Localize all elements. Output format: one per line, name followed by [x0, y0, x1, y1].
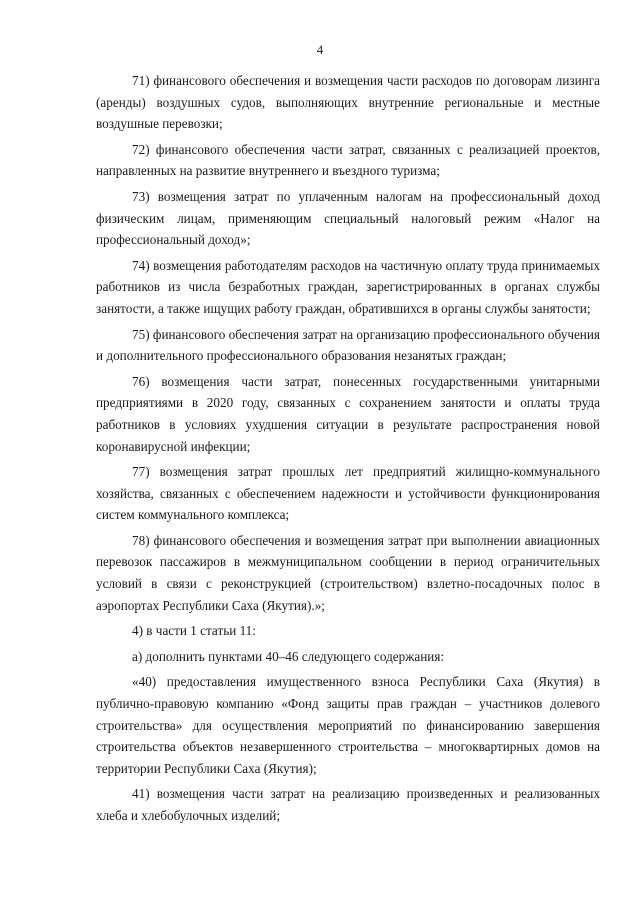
paragraph-item-77: 77) возмещения затрат прошлых лет предприятий жилищно-коммунального хозяйства, связанных с обеспечением надежности и устойчивости функционирования систем коммунального комплекса;	[96, 464, 600, 523]
paragraph-item-41: 41) возмещения части затрат на реализацию произведенных и реализованных хлеба и хлебобулочных изделий;	[96, 786, 600, 823]
paragraph-item-75: 75) финансового обеспечения затрат на организацию профессионального обучения и дополнительного профессионального образования незанятых граждан;	[96, 326, 600, 364]
paragraph-item-71: 71) финансового обеспечения и возмещения части расходов по договорам лизинга (аренды) воздушных судов, выполняющих внутренние региональные и местные воздушные перевозки;	[96, 73, 600, 132]
paragraph-item-40: «40) предоставления имущественного взноса Республики Саха (Якутия) в публично-правовую компанию «Фонд защиты прав граждан – участников долевого строительства» для осуществления мероприятий по финансированию завершения строительства объектов незавершенного строительства – многоквартирных домов на территории Республики Саха (Якутия);	[96, 674, 600, 776]
page-number: 4	[316, 42, 324, 57]
paragraph-item-73: 73) возмещения затрат по уплаченным налогам на профессиональный доход физическим лицам, применяющим специальный налоговый режим «Налог на профессиональный доход»;	[96, 188, 600, 248]
paragraph-article-11-part-1: 4) в части 1 статьи 11:	[132, 623, 256, 639]
paragraph-item-76: 76) возмещения части затрат, понесенных государственными унитарными предприятиями в 2020 году, связанных с сохранением занятости и оплаты труда работников в условиях ухудшения ситуации в результате распространения новой коронавирусной инфекции;	[96, 373, 600, 454]
document-body	[96, 70, 600, 831]
paragraph-add-items-40-46: а) дополнить пунктами 40–46 следующего содержания:	[132, 648, 445, 664]
paragraph-item-78: 78) финансового обеспечения и возмещения затрат при выполнении авиационных перевозок пассажиров в межмуниципальном сообщении в период ограничительных условий в связи с реконструкцией (строительством) взлетно-посадочных полос в аэропортах Республики Саха (Якутия).»;	[96, 532, 600, 613]
paragraph-item-72: 72) финансового обеспечения части затрат, связанных с реализацией проектов, направленных на развитие внутреннего и въездного туризма;	[96, 141, 600, 179]
paragraph-item-74: 74) возмещения работодателям расходов на частичную оплату труда принимаемых работников из числа безработных граждан, зарегистрированных в органах службы занятости, а также ищущих работу граждан, обратившихся в органы службы занятости;	[96, 257, 600, 316]
